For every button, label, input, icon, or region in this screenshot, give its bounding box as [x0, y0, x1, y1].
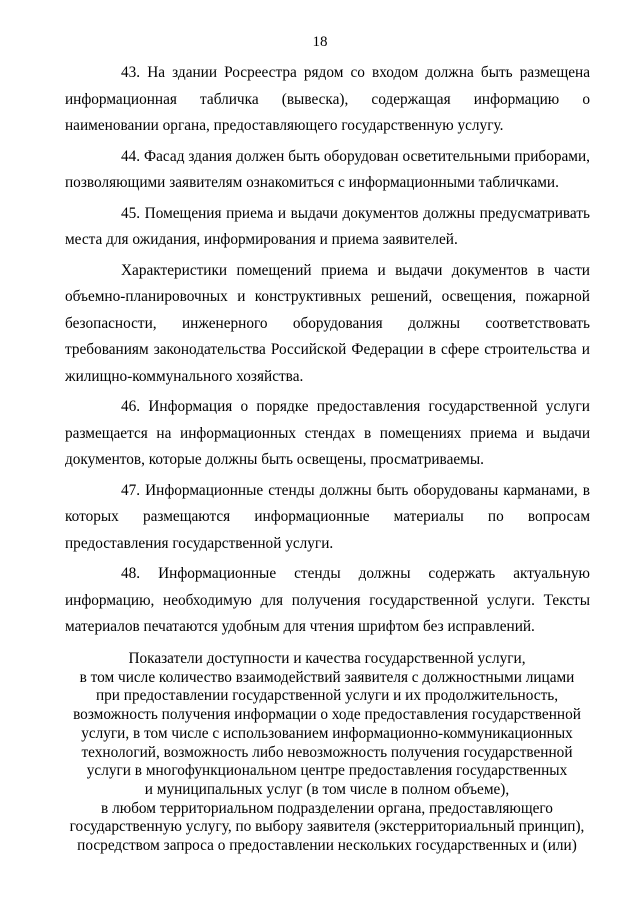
paragraph-48: 48. Информационные стенды должны содержать актуальную информацию, необходимую для получения государственной услуги. Тексты материалов печатаются удобным для чтения шрифтом без исправлений. — [65, 565, 590, 635]
section-heading-line: в любом территориальном подразделении органа, предоставляющего — [101, 799, 553, 817]
section-heading — [62, 650, 592, 856]
section-heading-line: возможность получения информации о ходе предоставления государственной — [73, 706, 581, 724]
paragraph-45-characteristics: Характеристики помещений приема и выдачи документов в части объемно-планировочных и конструктивных решений, освещения, пожарной безопасности, инженерного оборудования должны соответствовать требованиям законодательства Российской Федерации в сфере строительства и жилищно-коммунального хозяйства. — [65, 261, 590, 385]
paragraph-45: 45. Помещения приема и выдачи документов должны предусматривать места для ожидания, информирования и приема заявителей. — [65, 204, 590, 248]
paragraph-44: 44. Фасад здания должен быть оборудован осветительными приборами, позволяющими заявителям ознакомиться с информационными табличками. — [65, 147, 590, 191]
section-heading-line: при предоставлении государственной услуги и их продолжительность, — [95, 687, 559, 705]
section-heading-line: посредством запроса о предоставлении нескольких государственных и (или) — [77, 837, 577, 855]
page-number: 18 — [312, 34, 328, 50]
section-heading-line: в том числе количество взаимодействий заявителя с должностными лицами — [79, 668, 575, 686]
paragraph-46: 46. Информация о порядке предоставления государственной услуги размещается на информационных стендах в помещениях приема и выдачи документов, которые должны быть освещены, просматриваемы. — [65, 398, 590, 468]
section-heading-line: государственную услугу, по выбору заявителя (экстерриториальный принцип), — [69, 818, 585, 836]
section-heading-line: Показатели доступности и качества государственной услуги, — [128, 650, 526, 667]
section-heading-line: услуги в многофункциональном центре предоставления государственных — [86, 762, 568, 780]
section-heading-line: и муниципальных услуг (в том числе в полном объеме), — [144, 780, 510, 798]
section-heading-line: услуги, в том числе с использованием информационно-коммуникационных — [81, 724, 573, 742]
section-heading-line: технологий, возможность либо невозможность получения государственной — [81, 743, 573, 761]
document-body — [65, 60, 590, 645]
paragraph-43: 43. На здании Росреестра рядом со входом должна быть размещена информационная табличка (вывеска), содержащая информацию о наименовании органа, предоставляющего государственную услугу. — [65, 64, 590, 134]
paragraph-47: 47. Информационные стенды должны быть оборудованы карманами, в которых размещаются информационные материалы по вопросам предоставления государственной услуги. — [65, 481, 590, 552]
